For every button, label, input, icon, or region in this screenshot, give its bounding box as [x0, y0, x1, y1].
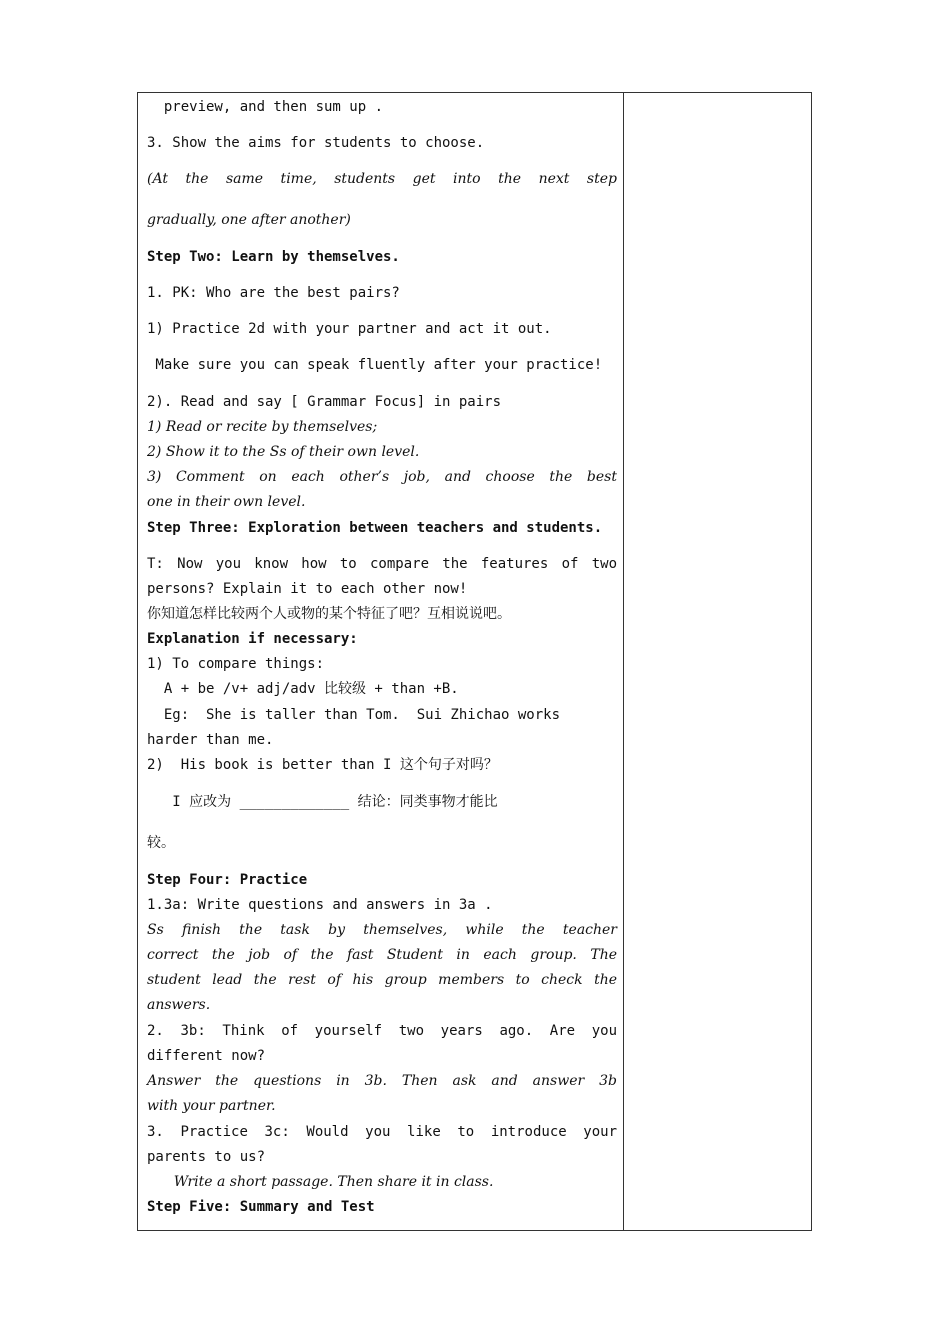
- text-line: 1. PK: Who are the best pairs?: [147, 285, 400, 301]
- text-line: Eg: She is taller than Tom. Sui Zhichao works: [147, 707, 561, 723]
- text-line: 1.3a: Write questions and answers in 3a .: [147, 897, 493, 913]
- text-line: (At the same time, students get into the next step: [147, 171, 617, 187]
- text-line: 1) Practice 2d with your partner and act it out.: [147, 321, 552, 337]
- text-line: with your partner.: [147, 1098, 276, 1114]
- text-line: persons? Explain it to each other now!: [147, 581, 468, 597]
- text-line: 3) Comment on each other’s job, and choose the best: [147, 469, 617, 485]
- text-line: 1) Read or recite by themselves;: [147, 419, 378, 435]
- text-line: answers.: [147, 997, 211, 1013]
- text-line: 3. Show the aims for students to choose.: [147, 135, 485, 151]
- text-line: 3. Practice 3c: Would you like to introduce your: [147, 1124, 617, 1140]
- procedure-cell: [138, 93, 623, 1230]
- text-line: I 应改为 _____________ 结论：同类事物才能比: [147, 794, 498, 810]
- text-line: 2) Show it to the Ss of their own level.: [147, 444, 420, 460]
- step-heading: Step Four: Practice: [147, 872, 308, 888]
- text-line: parents to us?: [147, 1149, 266, 1165]
- text-line: preview, and then sum up .: [147, 99, 384, 115]
- text-line: different now?: [147, 1048, 266, 1064]
- text-line: 2. 3b: Think of yourself two years ago. Are you: [147, 1023, 617, 1039]
- text-line: 2) His book is better than I 这个句子对吗？: [147, 757, 498, 773]
- text-line: Write a short passage. Then share it in class.: [147, 1174, 494, 1190]
- text-line: 1) To compare things:: [147, 656, 325, 672]
- text-line: gradually, one after another): [147, 212, 351, 228]
- notes-cell: [624, 93, 811, 1230]
- step-heading: Step Two: Learn by themselves.: [147, 249, 400, 265]
- text-line: harder than me.: [147, 732, 274, 748]
- text-line: 较。: [147, 835, 175, 851]
- text-line: 2). Read and say [ Grammar Focus] in pairs: [147, 394, 502, 410]
- text-line: one in their own level.: [147, 494, 306, 510]
- text-line: T: Now you know how to compare the features of two: [147, 556, 617, 572]
- text-line: Answer the questions in 3b. Then ask and answer 3b: [147, 1073, 617, 1089]
- text-line: student lead the rest of his group members to check the: [147, 972, 617, 988]
- text-line: 你知道怎样比较两个人或物的某个特征了吧？互相说说吧。: [147, 606, 511, 622]
- text-line: Ss finish the task by themselves, while the teacher: [147, 922, 617, 938]
- text-line: Explanation if necessary:: [147, 631, 358, 647]
- step-heading: Step Three: Exploration between teachers and students.: [147, 520, 603, 536]
- text-line: Make sure you can speak fluently after your practice!: [147, 357, 603, 373]
- lesson-plan-table: [137, 92, 812, 1231]
- text-line: A + be /v+ adj/adv 比较级 + than +B.: [147, 681, 459, 697]
- step-heading: Step Five: Summary and Test: [147, 1199, 375, 1215]
- text-line: correct the job of the fast Student in each group. The: [147, 947, 617, 963]
